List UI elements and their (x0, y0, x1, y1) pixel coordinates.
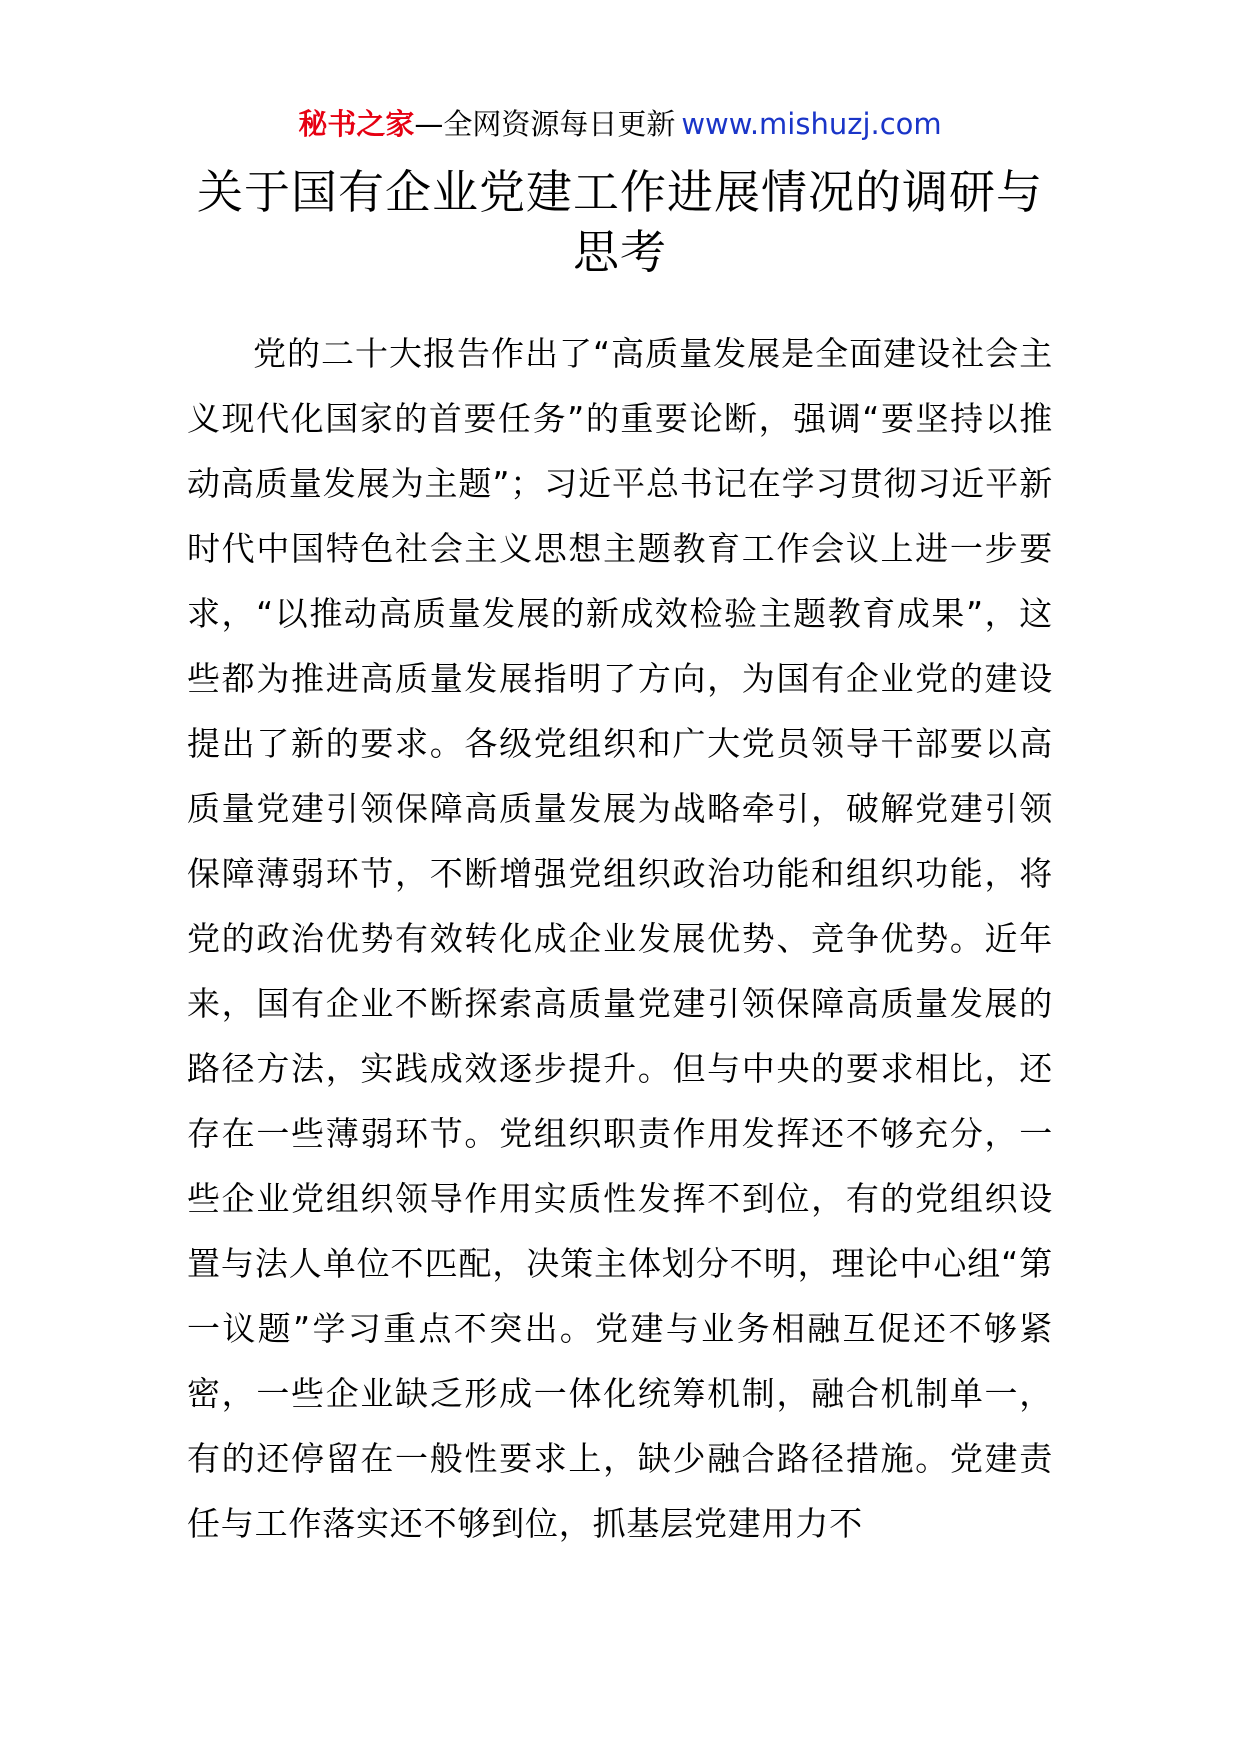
brand-name: 秘书之家 (298, 107, 415, 141)
body-paragraph: 党的二十大报告作出了“高质量发展是全面建设社会主义现代化国家的首要任务”的重要论断，强调“要坚持以推动高质量发展为主题”；习近平总书记在学习贯彻习近平新时代中国特色社会主义思想主题教育工作会议上进一步要求，“以推动高质量发展的新成效检验主题教育成果”，这些都为推进高质量发展指明了方向，为国有企业党的建设提出了新的要求。各级党组织和广大党员领导干部要以高质量党建引领保障高质量发展为战略牵引，破解党建引领保障薄弱环节，不断增强党组织政治功能和组织功能，将党的政治优势有效转化成企业发展优势、竞争优势。近年来，国有企业不断探索高质量党建引领保障高质量发展的路径方法，实践成效逐步提升。但与中央的要求相比，还存在一些薄弱环节。党组织职责作用发挥还不够充分，一些企业党组织领导作用实质性发挥不到位，有的党组织设置与法人单位不匹配，决策主体划分不明，理论中心组“第一议题”学习重点不突出。党建与业务相融互促还不够紧密，一些企业缺乏形成一体化统筹机制，融合机制单一，有的还停留在一般性要求上，缺少融合路径措施。党建责任与工作落实还不够到位，抓基层党建用力不 (187, 334, 1053, 1543)
document-title: 关于国有企业党建工作进展情况的调研与思考 (197, 165, 1043, 279)
site-header (0, 104, 1240, 144)
site-url-link[interactable]: www.mishuzj.com (681, 107, 942, 141)
header-tagline: —全网资源每日更新 (414, 107, 676, 141)
